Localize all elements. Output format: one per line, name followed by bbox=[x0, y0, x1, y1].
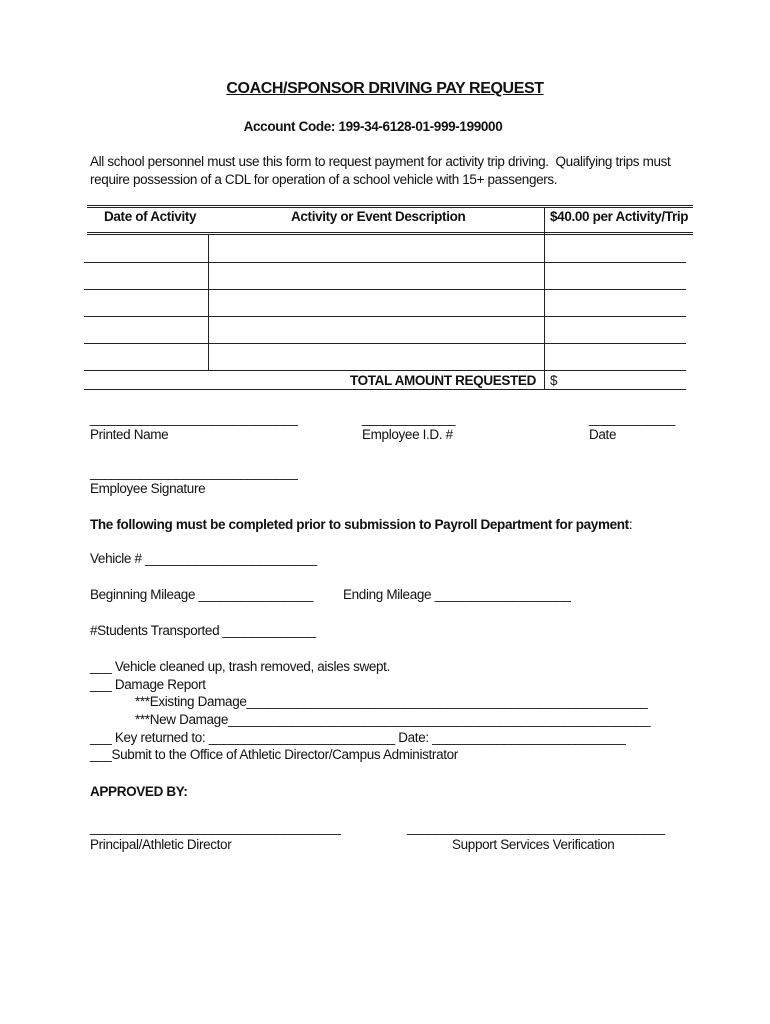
table-row bbox=[84, 370, 686, 371]
damage-report-checkline[interactable]: ___ Damage Report bbox=[90, 677, 206, 692]
date-of-activity-input-5[interactable] bbox=[86, 346, 208, 370]
header-bottom-border bbox=[87, 232, 693, 233]
principal-label: Principal/Athletic Director bbox=[90, 837, 232, 852]
header-activity-description: Activity or Event Description bbox=[291, 209, 466, 224]
employee-signature-line[interactable]: _____________________________ bbox=[90, 465, 298, 480]
vehicle-number-field[interactable]: Vehicle # ________________________ bbox=[90, 551, 317, 566]
date-of-activity-input-3[interactable] bbox=[86, 292, 208, 316]
header-date-of-activity: Date of Activity bbox=[104, 209, 197, 224]
employee-signature-label: Employee Signature bbox=[90, 481, 206, 496]
new-damage-field[interactable]: ***New Damage___________________________________________________________ bbox=[135, 712, 651, 727]
support-services-label: Support Services Verification bbox=[452, 837, 615, 852]
intro-line-2: require possession of a CDL for operation of a school vehicle with 15+ passengers. bbox=[90, 172, 558, 187]
payroll-heading-colon: : bbox=[628, 517, 633, 532]
submit-office-checkline[interactable]: ___Submit to the Office of Athletic Director/Campus Administrator bbox=[90, 747, 458, 762]
header-bottom-border-inner bbox=[87, 234, 693, 235]
activity-description-input-3[interactable] bbox=[212, 292, 544, 316]
date-of-activity-input-2[interactable] bbox=[86, 265, 208, 289]
table-row bbox=[84, 262, 686, 263]
table-top-border-inner bbox=[87, 207, 693, 208]
activity-description-input-1[interactable] bbox=[212, 237, 544, 261]
account-code: Account Code: 199-34-6128-01-999-199000 bbox=[243, 119, 503, 134]
amount-input-5[interactable] bbox=[548, 346, 688, 370]
principal-signature-line[interactable]: ___________________________________ bbox=[90, 820, 341, 835]
employee-id-line[interactable]: _____________ bbox=[362, 411, 456, 426]
intro-line-1: All school personnel must use this form to request payment for activity trip driving. Qualifying trips must bbox=[90, 154, 671, 169]
vehicle-cleaned-checkline[interactable]: ___ Vehicle cleaned up, trash removed, aisles swept. bbox=[90, 659, 390, 674]
students-transported-field[interactable]: #Students Transported _____________ bbox=[90, 623, 316, 638]
printed-name-label: Printed Name bbox=[90, 427, 169, 442]
amount-input-2[interactable] bbox=[548, 265, 688, 289]
table-row bbox=[84, 343, 686, 344]
header-pay-per-trip: $40.00 per Activity/Trip bbox=[550, 209, 689, 224]
table-top-border bbox=[87, 205, 693, 206]
printed-name-line[interactable]: _____________________________ bbox=[90, 411, 298, 426]
ending-mileage-field[interactable]: Ending Mileage ___________________ bbox=[343, 587, 571, 602]
payroll-heading-text: The following must be completed prior to submission to Payroll Department for payment bbox=[90, 517, 629, 532]
amount-input-4[interactable] bbox=[548, 319, 688, 343]
approved-by-heading: APPROVED BY: bbox=[90, 784, 188, 799]
total-amount-label: TOTAL AMOUNT REQUESTED bbox=[349, 373, 536, 388]
amount-input-3[interactable] bbox=[548, 292, 688, 316]
form-title: COACH/SPONSOR DRIVING PAY REQUEST bbox=[226, 80, 544, 97]
payroll-heading bbox=[90, 517, 632, 532]
column-divider-2 bbox=[544, 207, 545, 390]
activity-description-input-2[interactable] bbox=[212, 265, 544, 289]
activity-description-input-5[interactable] bbox=[212, 346, 544, 370]
date-line[interactable]: ____________ bbox=[589, 411, 675, 426]
total-row-bottom-border bbox=[84, 389, 686, 390]
total-amount-input[interactable] bbox=[560, 372, 688, 390]
support-services-signature-line[interactable]: ____________________________________ bbox=[407, 820, 665, 835]
existing-damage-field[interactable]: ***Existing Damage________________________________________________________ bbox=[135, 694, 648, 709]
beginning-mileage-field[interactable]: Beginning Mileage ________________ bbox=[90, 587, 314, 602]
activity-description-input-4[interactable] bbox=[212, 319, 544, 343]
column-divider-1 bbox=[208, 235, 209, 371]
total-dollar-sign: $ bbox=[550, 373, 558, 388]
employee-id-label: Employee I.D. # bbox=[362, 427, 453, 442]
table-row bbox=[84, 316, 686, 317]
amount-input-1[interactable] bbox=[548, 237, 688, 261]
table-row bbox=[84, 289, 686, 290]
date-label: Date bbox=[589, 427, 617, 442]
date-of-activity-input-4[interactable] bbox=[86, 319, 208, 343]
key-returned-field[interactable]: ___ Key returned to: __________________________ Date: ___________________________ bbox=[90, 730, 626, 745]
date-of-activity-input-1[interactable] bbox=[86, 237, 208, 261]
